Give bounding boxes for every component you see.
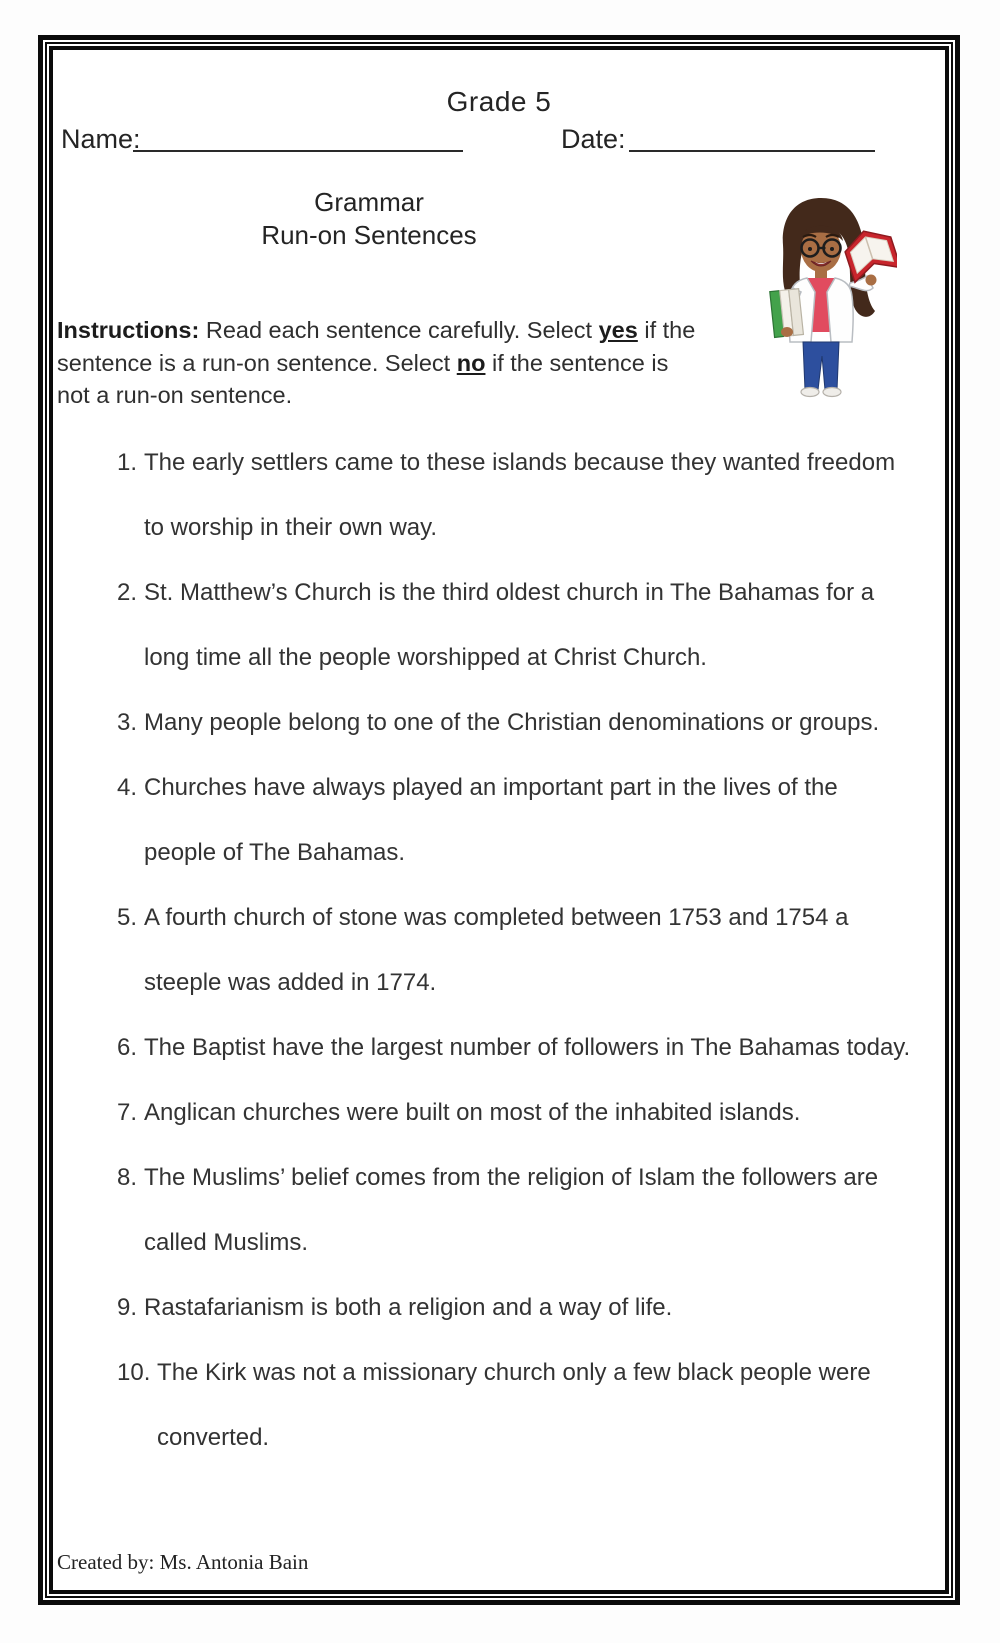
question-number: 2. xyxy=(117,579,144,606)
page-border-inner xyxy=(49,46,949,1594)
question-item xyxy=(117,1275,951,1340)
question-number: 8. xyxy=(117,1164,144,1191)
subject-heading: Grammar xyxy=(314,187,424,217)
question-number: 5. xyxy=(117,904,144,931)
question-line: Rastafarianism is both a religion and a way of life. xyxy=(144,1294,673,1321)
topic-heading: Run-on Sentences xyxy=(261,220,477,250)
question-line: The Baptist have the largest number of followers in The Bahamas today. xyxy=(144,1034,911,1061)
question-text xyxy=(144,1080,951,1145)
question-number: 10. xyxy=(117,1359,158,1386)
worksheet-content xyxy=(53,50,945,1590)
name-blank[interactable] xyxy=(133,126,463,152)
question-line: long time all the people worshipped at Christ Church. xyxy=(144,644,707,671)
question-item xyxy=(117,1080,951,1145)
instructions xyxy=(57,314,705,412)
instructions-keyword: yes xyxy=(598,317,638,343)
question-number: 1. xyxy=(117,449,144,476)
question-line: steeple was added in 1774. xyxy=(144,969,437,996)
left-shoe xyxy=(801,388,819,397)
question-line: A fourth church of stone was completed between 1753 and 1754 a xyxy=(144,904,849,931)
question-item xyxy=(117,430,951,560)
grade-title: Grade 5 xyxy=(446,86,552,117)
jacket-right xyxy=(827,278,853,342)
left-hand xyxy=(781,327,793,337)
instructions-keyword: no xyxy=(456,349,486,376)
question-line: St. Matthew’s Church is the third oldest church in The Bahamas for a xyxy=(144,579,875,606)
question-item xyxy=(117,1015,951,1080)
question-text xyxy=(144,885,951,1015)
question-line: called Muslims. xyxy=(144,1229,309,1256)
question-line: The Kirk was not a missionary church only a few black people were xyxy=(157,1359,871,1386)
right-eye xyxy=(830,247,834,251)
instructions-segment: if the sentence is a run-on sentence. Select xyxy=(57,317,696,376)
question-line: to worship in their own way. xyxy=(144,514,438,541)
question-text xyxy=(144,755,951,885)
instructions-label: Instructions: xyxy=(57,317,200,343)
question-item xyxy=(117,1340,951,1470)
question-line: Anglican churches were built on most of the inhabited islands. xyxy=(144,1099,801,1126)
name-label: Name: xyxy=(61,124,141,154)
lesson-heading xyxy=(53,186,685,252)
question-number: 7. xyxy=(117,1099,144,1126)
question-line: The Muslims’ belief comes from the religion of Islam the followers are xyxy=(144,1164,879,1191)
question-line: Churches have always played an important part in the lives of the xyxy=(144,774,838,801)
question-list xyxy=(117,430,951,1470)
question-item xyxy=(117,560,951,690)
question-item xyxy=(117,690,951,755)
right-hand xyxy=(866,275,877,286)
question-item xyxy=(117,1145,951,1275)
question-item xyxy=(117,755,951,885)
question-number: 3. xyxy=(117,709,144,736)
question-text xyxy=(157,1340,951,1470)
question-number: 6. xyxy=(117,1034,144,1061)
question-line: people of The Bahamas. xyxy=(144,839,406,866)
question-line: converted. xyxy=(157,1424,270,1451)
footer-credit: Created by: Ms. Antonia Bain xyxy=(57,1550,309,1574)
instructions-segment: Read each sentence carefully. Select xyxy=(199,317,599,343)
right-shoe xyxy=(823,388,841,397)
question-number: 9. xyxy=(117,1294,144,1321)
date-label: Date: xyxy=(561,124,626,154)
question-text xyxy=(144,430,951,560)
date-blank[interactable] xyxy=(629,126,875,152)
left-eye xyxy=(808,247,812,251)
pants xyxy=(803,342,839,390)
question-text xyxy=(144,1015,951,1080)
instructions-segment: if the sentence is not a run-on sentence. xyxy=(57,349,669,408)
page-border-frame xyxy=(38,35,960,1605)
question-number: 4. xyxy=(117,774,144,801)
question-text xyxy=(144,1145,951,1275)
question-text xyxy=(144,560,951,690)
page-border-middle xyxy=(45,42,953,1598)
question-line: The early settlers came to these islands because they wanted freedom xyxy=(144,449,896,476)
question-item xyxy=(117,885,951,1015)
question-line: Many people belong to one of the Christian denominations or groups. xyxy=(144,709,880,736)
question-text xyxy=(144,690,951,755)
teacher-clipart xyxy=(745,192,897,399)
question-text xyxy=(144,1275,951,1340)
